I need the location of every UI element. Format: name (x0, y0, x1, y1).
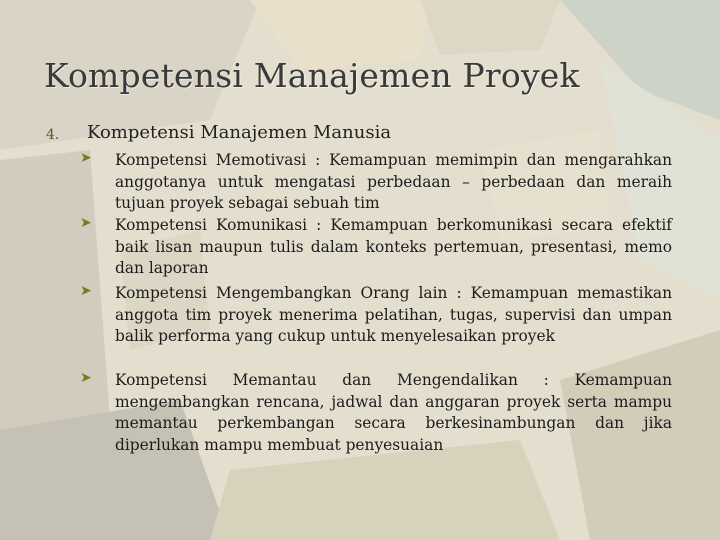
arrow-right-icon: ➤ (80, 283, 92, 299)
section-title: Kompetensi Manajemen Manusia (87, 122, 392, 143)
bullet-item (80, 215, 672, 280)
bullet-text: Kompetensi Memotivasi : Kemampuan memimpin dan mengarahkan anggotanya untuk mengatasi perbedaan – perbedaan dan meraih tujuan proyek sebagai sebuah tim (115, 151, 672, 213)
arrow-right-icon: ➤ (80, 215, 92, 231)
bullet-item (80, 283, 672, 348)
arrow-right-icon: ➤ (80, 370, 92, 386)
bullet-item (80, 150, 672, 215)
section-number: 4. (46, 127, 60, 143)
bullet-text: Kompetensi Memantau dan Mengendalikan : Kemampuan mengembangkan rencana, jadwal dan anggaran proyek serta mampu memantau perkembangan secara berkesinambungan dan jika diperlukan mampu membuat penyesuaian (115, 371, 672, 454)
bullet-item (80, 370, 672, 456)
bullet-text: Kompetensi Mengembangkan Orang lain : Kemampuan memastikan anggota tim proyek menerima pelatihan, tugas, supervisi dan umpan balik performa yang cukup untuk menyelesaikan proyek (115, 284, 672, 346)
slide-title: Kompetensi Manajemen Proyek (44, 56, 580, 95)
arrow-right-icon: ➤ (80, 150, 92, 166)
bullet-text: Kompetensi Komunikasi : Kemampuan berkomunikasi secara efektif baik lisan maupun tulis dalam konteks pertemuan, presentasi, memo dan laporan (115, 216, 672, 278)
